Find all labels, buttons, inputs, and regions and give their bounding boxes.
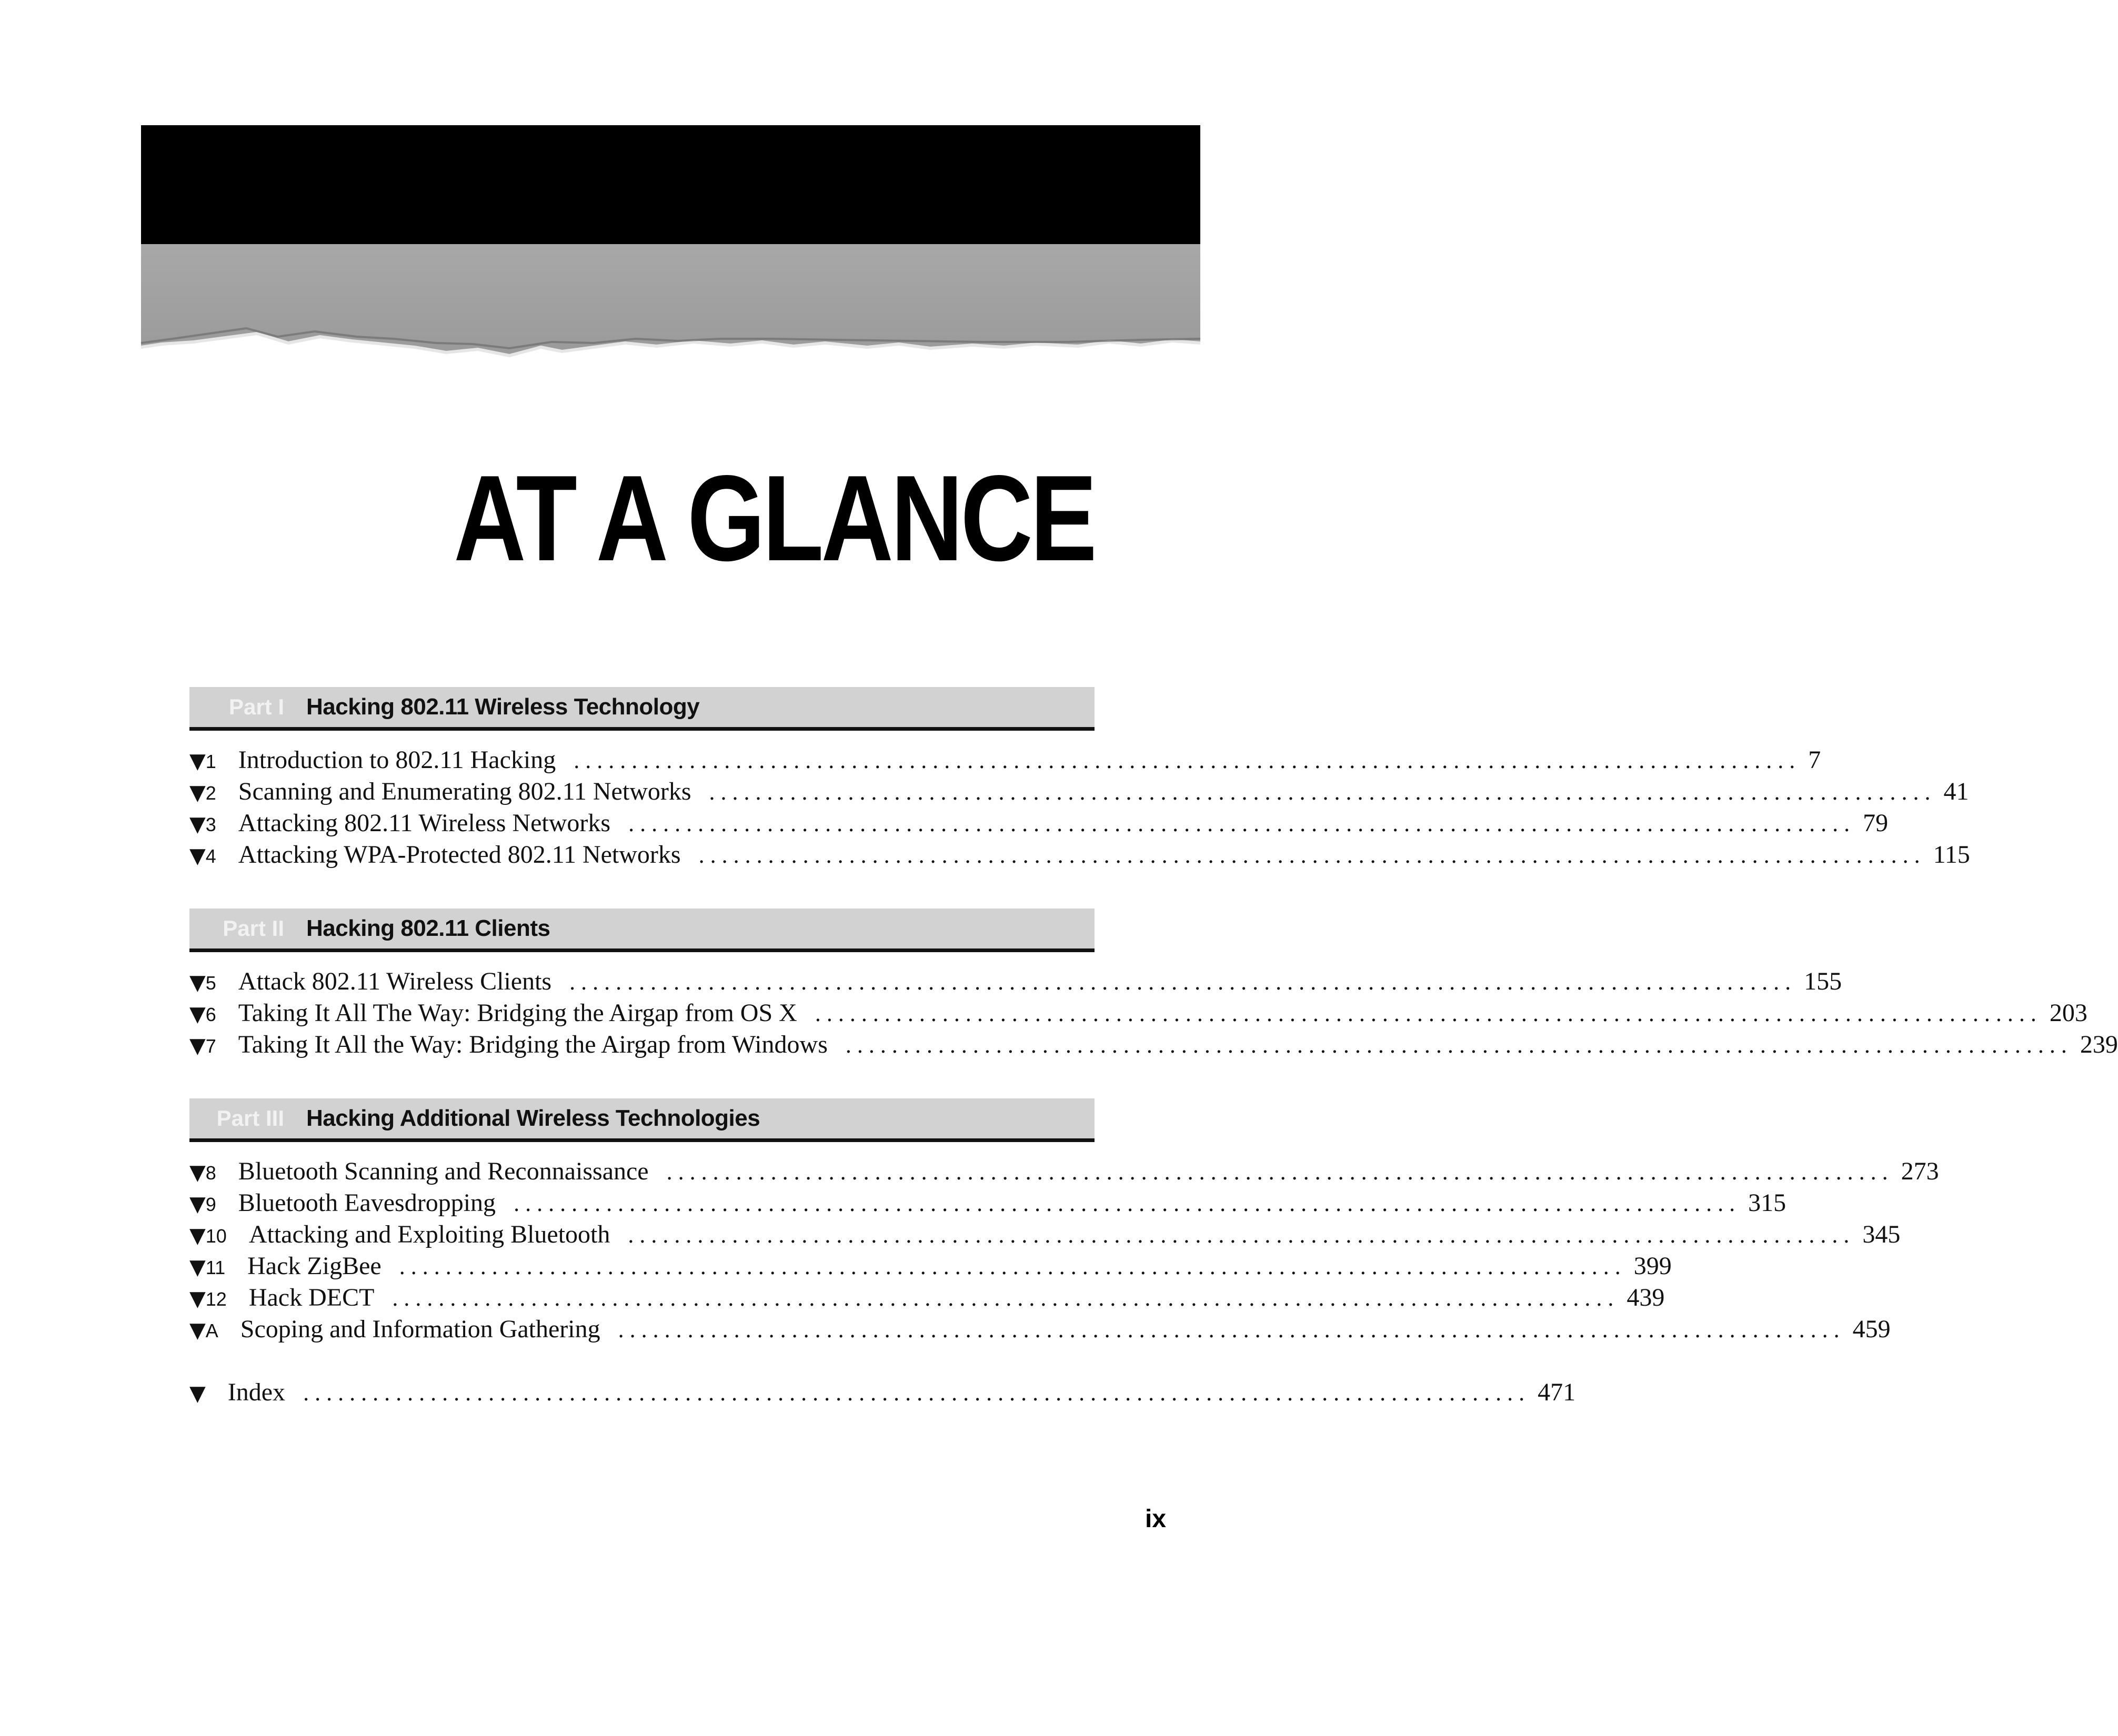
chapter-number: 1 [205,751,216,772]
down-triangle-icon: ▼ [189,1160,206,1185]
chapter-number: 11 [205,1257,226,1278]
chapter-number: 9 [205,1194,216,1215]
down-triangle-icon: ▼ [189,844,206,868]
down-triangle-icon: ▼ [189,749,206,773]
down-triangle-icon: ▼ [189,1255,206,1279]
chapter-title: Attacking WPA-Protected 802.11 Networks [238,841,681,869]
down-triangle-icon: ▼ [189,1224,206,1248]
chapter-title: Introduction to 802.11 Hacking [238,746,556,774]
dot-leader: .......................................................................................................... [666,1159,1894,1185]
chapter-title: Bluetooth Scanning and Reconnaissance [238,1157,649,1185]
part-title: Hacking Additional Wireless Technologies [306,1105,760,1131]
chapter-title: Attack 802.11 Wireless Clients [238,967,552,995]
chapter-page: 79 [1863,809,1889,837]
dot-leader: .......................................................................................................... [303,1380,1531,1406]
chapter-number: 3 [205,814,216,835]
dot-leader: .......................................................................................................... [514,1190,1741,1216]
chapter-title: Attacking 802.11 Wireless Networks [238,809,611,837]
chapter-entry[interactable] [189,745,1821,777]
chapter-list [189,967,2118,1062]
chapter-entry[interactable] [189,1188,1786,1220]
chapter-title: Scanning and Enumerating 802.11 Networks [238,778,691,805]
part-label: Part II [223,916,284,941]
chapter-entry[interactable] [189,998,2087,1030]
chapter-page: 315 [1748,1189,1786,1217]
chapter-number: 8 [205,1162,216,1184]
chapter-entry[interactable] [189,840,1970,872]
chapter-entry[interactable] [189,1315,1891,1346]
down-triangle-icon: ▼ [189,1318,206,1343]
chapter-page: 239 [2080,1031,2118,1058]
dot-leader: .......................................................................................................... [618,1317,1845,1343]
chapter-page: 155 [1804,967,1842,995]
dot-leader: .......................................................................................................... [815,1001,2042,1026]
dot-leader: .......................................................................................................... [628,811,1856,836]
dot-leader: .......................................................................................................... [845,1032,2073,1058]
chapter-page: 439 [1627,1284,1665,1311]
chapter-title: Taking It All the Way: Bridging the Airgap from Windows [238,1031,828,1058]
dot-leader: .......................................................................................................... [392,1285,1620,1311]
chapter-entry[interactable] [189,809,1889,840]
chapter-entry[interactable] [189,1030,2118,1062]
chapter-number: 12 [205,1288,227,1310]
chapter-title: Taking It All The Way: Bridging the Airgap from OS X [238,999,797,1027]
down-triangle-icon: ▼ [189,1192,206,1216]
part-header [189,1098,1095,1142]
page-title: AT A GLANCE [454,450,1095,587]
dot-leader: .......................................................................................................... [628,1222,1855,1248]
chapter-title: Scoping and Information Gathering [240,1315,600,1343]
dot-leader: .......................................................................................................... [698,842,1926,868]
part-title: Hacking 802.11 Clients [306,915,550,941]
chapter-list [189,745,1970,872]
chapter-page: 203 [2049,999,2087,1027]
part-header [189,687,1095,731]
part-label: Part III [216,1106,284,1131]
chapter-entry[interactable] [189,1251,1672,1283]
chapter-entry[interactable] [189,1283,1665,1315]
index-title: Index [227,1378,286,1406]
page-number: ix [1145,1505,1167,1533]
down-triangle-icon: ▼ [189,1381,206,1406]
part-header [189,909,1095,952]
banner-torn-paper [141,244,1200,465]
chapter-page: 459 [1852,1315,1891,1343]
chapter-number: 7 [205,1035,216,1057]
banner-black-band [141,125,1200,245]
down-triangle-icon: ▼ [189,1287,206,1311]
chapter-title: Hack DECT [248,1284,375,1311]
index-page: 471 [1538,1378,1576,1406]
down-triangle-icon: ▼ [189,971,206,995]
chapter-title: Hack ZigBee [247,1252,382,1280]
chapter-title: Attacking and Exploiting Bluetooth [248,1220,610,1248]
chapter-number: 2 [205,782,216,804]
chapter-number: 4 [205,845,216,867]
chapter-number: A [205,1320,218,1341]
chapter-entry[interactable] [189,777,1969,809]
down-triangle-icon: ▼ [189,781,206,805]
chapter-number: 6 [205,1004,216,1025]
chapter-title: Bluetooth Eavesdropping [238,1189,496,1217]
dot-leader: .......................................................................................................... [709,779,1936,805]
down-triangle-icon: ▼ [189,812,206,836]
chapter-list [189,1157,1939,1409]
chapter-page: 399 [1633,1252,1672,1280]
dot-leader: .......................................................................................................... [569,969,1797,995]
chapter-page: 273 [1901,1157,1939,1185]
part-title: Hacking 802.11 Wireless Technology [306,694,700,720]
part-label: Part I [228,694,284,719]
chapter-entry[interactable] [189,1220,1901,1251]
down-triangle-icon: ▼ [189,1002,206,1026]
chapter-number: 5 [205,972,216,994]
chapter-page: 115 [1933,841,1970,869]
chapter-page: 7 [1808,746,1821,774]
chapter-number: 10 [205,1225,227,1247]
table-of-contents [189,687,2118,1446]
header-banner [141,125,1200,378]
chapter-page: 345 [1862,1220,1901,1248]
index-entry[interactable] [189,1378,1576,1409]
chapter-page: 41 [1943,778,1969,805]
down-triangle-icon: ▼ [189,1034,206,1058]
chapter-entry[interactable] [189,967,1842,998]
dot-leader: .......................................................................................................... [399,1254,1627,1279]
dot-leader: .......................................................................................................... [574,748,1801,773]
chapter-entry[interactable] [189,1157,1939,1188]
